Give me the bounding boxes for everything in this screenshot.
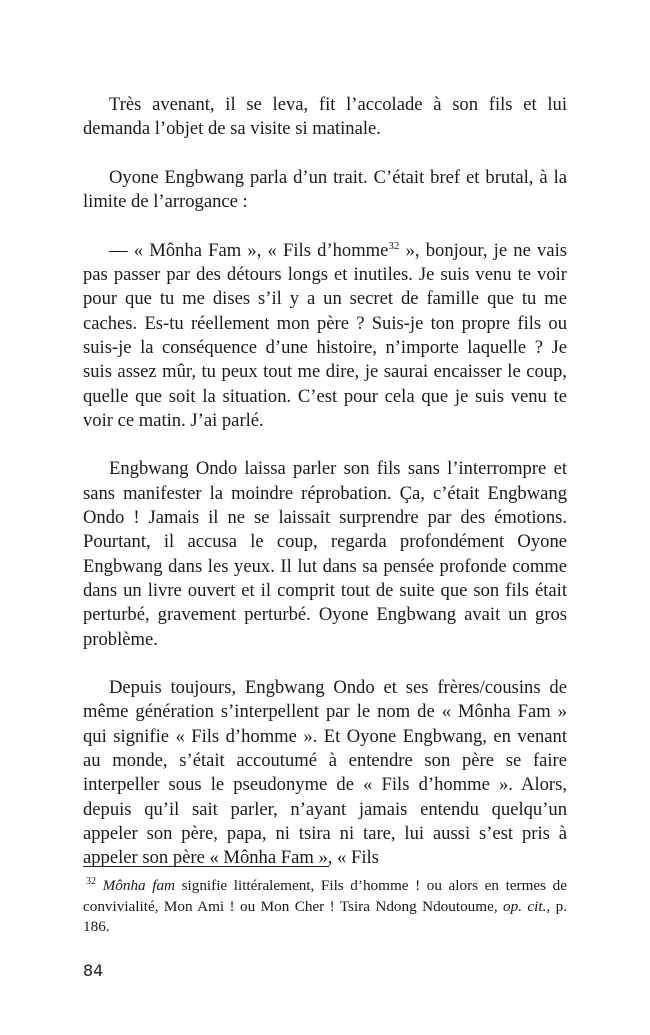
paragraph-3-text-after: », bonjour, je ne vais pas passer par des détours longs et inutiles. Je suis venu te voir pour que tu me dises s’il y a un secret de famille que tu me caches. Es-tu réellement mon père ? Suis-je ton propre fils ou suis-je la conséquence d’une histoire, n’importe laquelle ? Je suis assez mûr, tu peux tout me dire, je saurai encaisser le coup, quelle que soit la situation. C’est pour cela que je suis venu te voir ce matin. J’ai parlé. bbox=[83, 239, 567, 431]
footnote-text-end: , p. 186. bbox=[83, 897, 567, 935]
paragraph-4: Engbwang Ondo laissa parler son fils sans l’interrompre et sans manifester la moindre réprobation. Ça, c’était Engbwang Ondo ! Jamais il ne se laissait surprendre par des émotions. Pourtant, il accusa le coup, regarda profondément Oyone Engbwang dans les yeux. Il lut dans sa pensée profonde comme dans un livre ouvert et il comprit tout de suite que son fils était perturbé, gravement perturbé. Oyone Engbwang avait un gros problème. bbox=[83, 458, 567, 650]
footnote-number: 32 bbox=[86, 875, 96, 887]
footnote bbox=[83, 876, 567, 938]
page-number: 84 bbox=[83, 961, 104, 980]
paragraph-3 bbox=[83, 239, 567, 433]
footnote-citation: op. cit. bbox=[503, 897, 547, 915]
page-body bbox=[83, 93, 567, 871]
paragraph-3-text-before: — « Mônha Fam », « Fils d’homme bbox=[109, 239, 389, 261]
paragraph-1: Très avenant, il se leva, fit l’accolade à son fils et lui demanda l’objet de sa visite si matinale. bbox=[83, 94, 567, 140]
paragraph-2: Oyone Engbwang parla d’un trait. C’était bref et brutal, à la limite de l’arrogance : bbox=[83, 166, 567, 213]
footnote-text: signifie littéralement, Fils d’homme ! ou alors en termes de convivialité, Mon Ami ! ou Mon Cher ! Tsira Ndong Ndoutoume, bbox=[83, 877, 567, 915]
footnote-italic-term: Mônha fam bbox=[102, 877, 176, 894]
footnote-reference[interactable]: 32 bbox=[388, 239, 400, 252]
footnote-separator bbox=[83, 866, 329, 867]
paragraph-5: Depuis toujours, Engbwang Ondo et ses frères/cousins de même génération s’interpellent par le nom de « Mônha Fam » qui signifie « Fils d’homme ». Et Oyone Engbwang, en venant au monde, s’était accoutumé à entendre son père se faire interpeller sous le pseudonyme de « Fils d’homme ». Alors, depuis qu’il sait parler, n’ayant jamais entendu quelqu’un appeler son père, papa, ni tsira ni tare, lui aussi s’est pris à appeler son père « Mônha Fam », « Fils bbox=[83, 677, 567, 869]
